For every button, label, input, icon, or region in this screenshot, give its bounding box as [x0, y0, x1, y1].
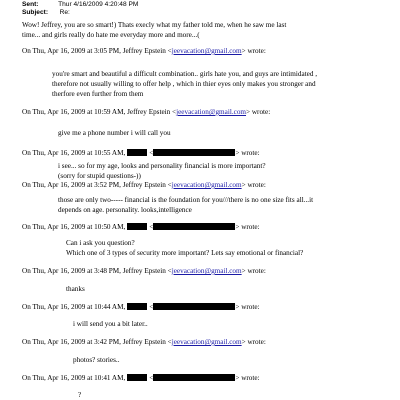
- message-line: i will send you a bit later..: [73, 320, 148, 328]
- message-line: depends on age. personality. looks,intelligence: [58, 206, 192, 214]
- redaction-bar: [127, 223, 147, 230]
- subject-value: Re:: [59, 9, 70, 16]
- quote-header: [22, 374, 260, 382]
- quote-header-text: On Thu, Apr 16, 2009 at 10:55 AM,: [22, 149, 126, 157]
- quote-header: [22, 48, 266, 55]
- quote-header-text: On Thu, Apr 16, 2009 at 3:42 PM, Jeffrey Epstein <: [22, 338, 172, 346]
- message-line: therfore even further from them: [52, 90, 144, 98]
- message-line: Can i ask you question?: [66, 239, 135, 247]
- message-line: give me a phone number i will call you: [58, 129, 171, 137]
- email-link[interactable]: jeevacation@gmail.com: [176, 108, 247, 116]
- quote-header-text: On Thu, Apr 16, 2009 at 10:50 AM,: [22, 223, 126, 231]
- redaction-bar: [153, 303, 235, 310]
- message-line: you're smart and beautiful a difficult combination.. girls hate you, and guys are intimidated ,: [52, 70, 318, 78]
- quote-header-suffix: > wrote:: [241, 338, 266, 346]
- quote-header-bracket: <: [149, 223, 154, 231]
- redaction-bar: [127, 374, 147, 381]
- quote-header-text: On Thu, Apr 16, 2009 at 10:41 AM,: [22, 374, 126, 382]
- email-link[interactable]: jeevacation@gmail.com: [171, 267, 242, 275]
- message-line: those are only two----- financial is the foundation for you///there is no one size fits all...it: [58, 196, 314, 204]
- quote-header: [22, 109, 270, 116]
- redaction-bar: [153, 223, 235, 230]
- quote-header-text: On Thu, Apr 16, 2009 at 10:59 AM, Jeffrey Epstein <: [22, 108, 177, 116]
- quote-header: [22, 149, 260, 157]
- quote-header-suffix: > wrote:: [246, 108, 271, 116]
- quote-header-suffix: > wrote:: [235, 303, 260, 311]
- sent-value: Thur 4/16/2009 4:20:48 PM: [58, 1, 139, 8]
- message-line: time... and girls really do hate me everyday more and more...(: [22, 31, 200, 39]
- quote-header-suffix: > wrote:: [235, 149, 260, 157]
- quote-header-text: On Thu, Apr 16, 2009 at 3:52 PM, Jeffrey Epstein <: [22, 181, 172, 189]
- quote-header-suffix: > wrote:: [235, 374, 260, 382]
- sent-header-row: [22, 1, 138, 9]
- message-line: (sorry for stupid questions-)): [58, 172, 141, 180]
- quote-header-text: On Thu, Apr 16, 2009 at 10:44 AM,: [22, 303, 126, 311]
- quote-header-text: On Thu, Apr 16, 2009 at 3:48 PM, Jeffrey Epstein <: [22, 267, 172, 275]
- quote-header-bracket: <: [149, 374, 154, 382]
- redaction-bar: [153, 149, 235, 156]
- quote-header: [22, 303, 260, 311]
- email-link[interactable]: jeevacation@gmail.com: [171, 338, 242, 346]
- quote-header-bracket: <: [149, 149, 154, 157]
- subject-label: Subject:: [22, 9, 49, 16]
- quote-header-suffix: > wrote:: [235, 223, 260, 231]
- message-line: Which one of 3 types of security more important? Lets say emotional or financial?: [66, 249, 304, 257]
- sent-label: Sent:: [22, 1, 39, 8]
- message-line: thanks: [66, 285, 85, 293]
- quote-header-suffix: > wrote:: [241, 181, 266, 189]
- subject-header-row: [22, 9, 70, 17]
- redaction-bar: [127, 303, 147, 310]
- redaction-bar: [127, 149, 147, 156]
- email-link[interactable]: jeevacation@gmail.com: [171, 47, 242, 55]
- message-line: i see... so for my age, looks and personality financial is more important?: [58, 162, 266, 170]
- quote-header: [22, 268, 266, 275]
- message-line: photos? stories..: [73, 356, 120, 364]
- quote-header-suffix: > wrote:: [241, 267, 266, 275]
- email-link[interactable]: jeevacation@gmail.com: [171, 181, 242, 189]
- quote-header: [22, 223, 260, 231]
- quote-header: [22, 339, 266, 346]
- message-line: therefore not usually willing to offer help , which in thier eyes only makes you stronger and: [52, 80, 316, 88]
- message-line: Wow! Jeffrey, you are so smart!) Thats execly what my father told me, when he saw me last: [22, 21, 287, 29]
- quote-header-text: On Thu, Apr 16, 2009 at 3:05 PM, Jeffrey Epstein <: [22, 47, 172, 55]
- redaction-bar: [153, 374, 235, 381]
- quote-header-suffix: > wrote:: [241, 47, 266, 55]
- message-line: ?: [78, 391, 82, 399]
- quote-header: [22, 182, 266, 189]
- quote-header-bracket: <: [149, 303, 154, 311]
